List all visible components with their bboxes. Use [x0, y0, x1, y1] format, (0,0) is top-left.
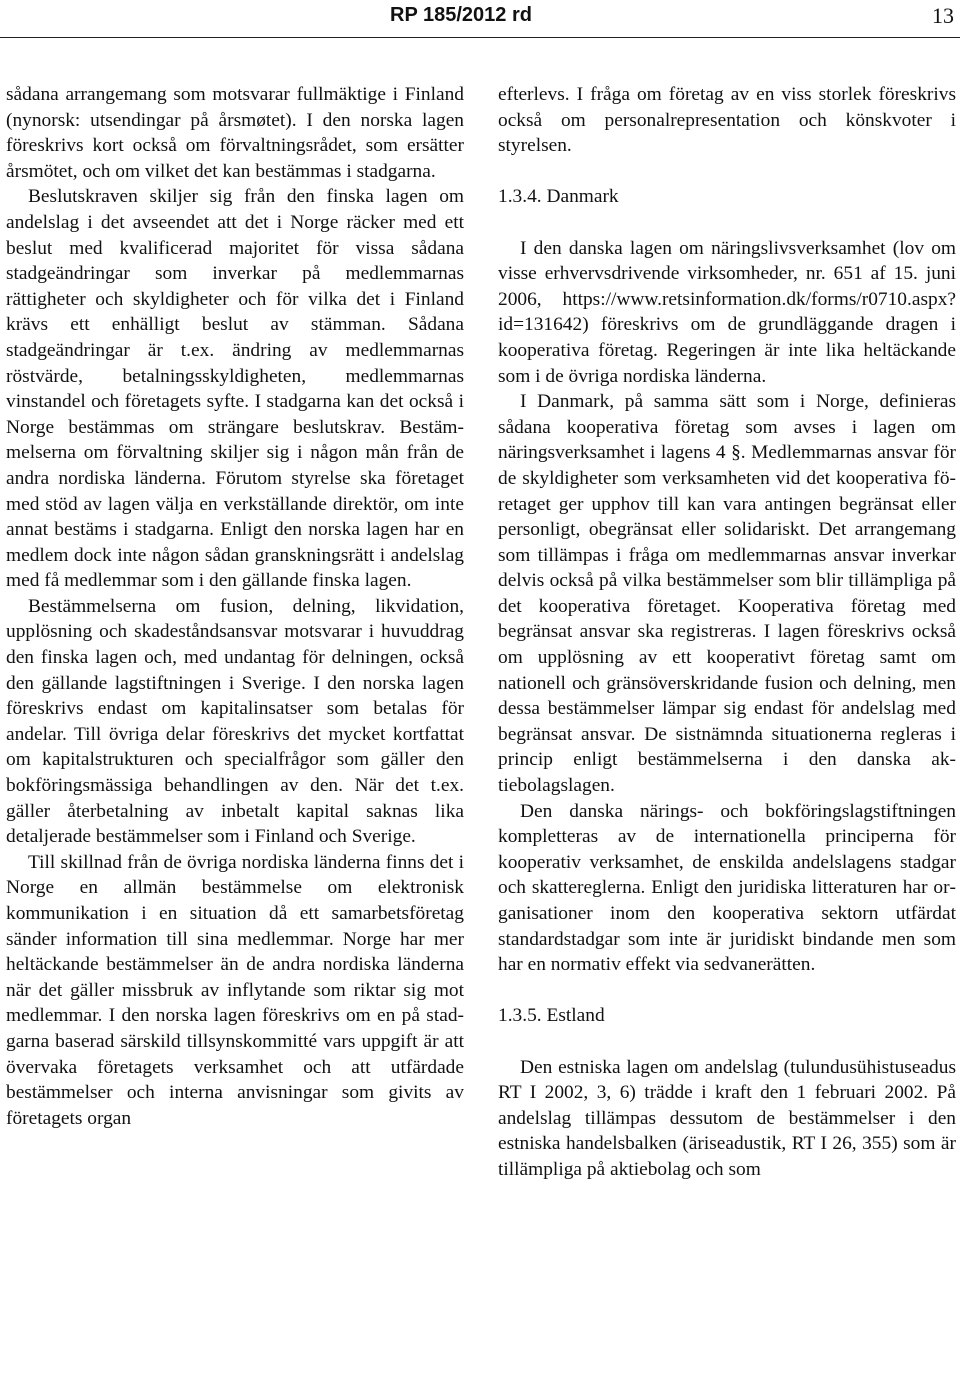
- document-reference: RP 185/2012 rd: [390, 4, 532, 26]
- paragraph: sådana arrangemang som motsvarar fullmäktige i Finland (nynorsk: utsendingar på årsmøtet). I den norska lagen föreskrivs kort också om förvaltningsrådet, som ersätter årsmötet, och om vilket det kan bestämmas i stadgarna.: [6, 84, 464, 182]
- section-heading-estonia: 1.3.5. Estland: [498, 1005, 605, 1027]
- paragraph: efterlevs. I fråga om företag av en viss storlek föreskrivs också om personalrepresentation och könskvoter i styrelsen.: [498, 84, 956, 157]
- paragraph: I den danska lagen om näringslivsverksamhet (lov om visse erhvervsdrivende virksomheder, nr. 651 af 15. juni 2006, https://www.retsinformation.dk/forms/r0710.aspx?id=131642) föreskrivs om de grundläggande dragen i kooperativa företag. Regeringen är inte lika heltäckande som i de övriga nordiska länderna.: [498, 237, 956, 387]
- paragraph: I Danmark, på samma sätt som i Norge, definieras sådana kooperativa företag som avses i lagen om näringsverksamhet i lagens 4 §. Medlemmarnas ansvar för de skyldigheter som verksamheten vid det kooperativa företaget ger upphov till kan vara antingen begränsat eller personligt, obegränsat eller solidariskt. Det arrangemang som tillämpas i fråga om medlemmarnas ansvar inverkar delvis också på vilka bestämmelser som blir tillämpliga på det kooperativa företaget. Kooperativa företag med begränsat ansvar ska registreras. I lagen föreskrivs också om upplösning av ett kooperativt företag samt om nationell och gränsöverskridande fusion och delning, men dessa bestämmelser lämpar sig endast för andelslag med begränsat ansvar. De sistnämnda situationerna regleras i princip enligt bestämmelserna i den danska aktiebolagslagen.: [498, 391, 956, 797]
- spacer: [498, 978, 956, 1004]
- paragraph: Till skillnad från de övriga nordiska länderna finns det i Norge en allmän bestämmelse om elektronisk kommunikation i en situation då ett samarbetsföretag sänder information till sina medlemmar. Norge har mer heltäckande bestämmelser än de andra nordiska länderna när det gäller missbruk av inflytande som riktar sig mot medlemmar. I den norska lagen föreskrivs om en på stadgarna baserad särskild tillsynskommitté vars uppgift är att övervaka företagets verksamhet och att utfärdade bestämmelser och interna anvisningar som givits av företagets organ: [6, 851, 464, 1129]
- left-column: [6, 82, 464, 1131]
- paragraph: Beslutskraven skiljer sig från den finska lagen om andelslag i det avseendet att det i Norge räcker med ett beslut med kvalificerad majoritet för vissa sådana stadgeändringar som inverkar på medlemmarnas rättigheter och skyldigheter och för vilka det i Finland krävs ett enhälligt beslut av stämman. Sådana stadgeändringar är t.ex. ändring av medlemmarnas röstvärde, betalningsskyldigheten, medlemmarnas vinstandel och företagets syfte. I stadgarna kan det också i Norge bestämmas om strängare beslutskrav. Bestämmelserna om förvaltning skiljer sig i någon mån från de andra nordiska länderna. Förutom styrelse ska företaget med stöd av lagen välja en verkställande direktör, om inte annat bestäms i stadgarna. Enligt den norska lagen har en medlem dock inte någon sådan granskningsrätt i andelslag med få medlemmar som i den gällande finska lagen.: [6, 186, 464, 592]
- spacer: [498, 1029, 956, 1055]
- spacer: [498, 159, 956, 185]
- paragraph: Bestämmelserna om fusion, delning, likvidation, upplösning och skadeståndsansvar motsvarar i huvuddrag den finska lagen och, med undantag för delningen, också den gällande lagstiftningen i Sverige. I den norska lagen föreskrivs endast om kapitalinsatser som betalas för andelar. Till övriga delar föreskrivs det mycket kortfattat om kapitalstrukturen och specialfrågor som gäller den bokföringsmässiga behandlingen av den. När det t.ex. gäller återbetalning av inbetalt kapital saknas lika detaljerade bestämmelser som i Finland och Sverige.: [6, 595, 464, 848]
- spacer: [498, 210, 956, 236]
- paragraph: Den danska närings- och bokföringslagstiftningen kompletteras av de internationella principerna för kooperativ verksamhet, de enskilda andelslagens stadgar och skattereglerna. Enligt den juridiska litteraturen har organisationer inom den kooperativa sektorn utfärdat standardstadgar som inte är juridiskt bindande men som har en normativ effekt via sedvanerätten.: [498, 800, 956, 976]
- page-number: 13: [932, 3, 954, 28]
- page-header: [0, 0, 960, 38]
- section-heading-denmark: 1.3.4. Danmark: [498, 186, 619, 208]
- header-divider: [0, 37, 960, 38]
- right-column: [498, 82, 956, 1183]
- paragraph: Den estniska lagen om andelslag (tulundusühistuseadus RT I 2002, 3, 6) trädde i kraft den 1 februari 2002. På andelslag tillämpas dessutom de bestämmelser i den estniska handelsbalken (äriseadustik, RT I 26, 355) som är tillämpliga på aktiebolag och som: [498, 1056, 956, 1180]
